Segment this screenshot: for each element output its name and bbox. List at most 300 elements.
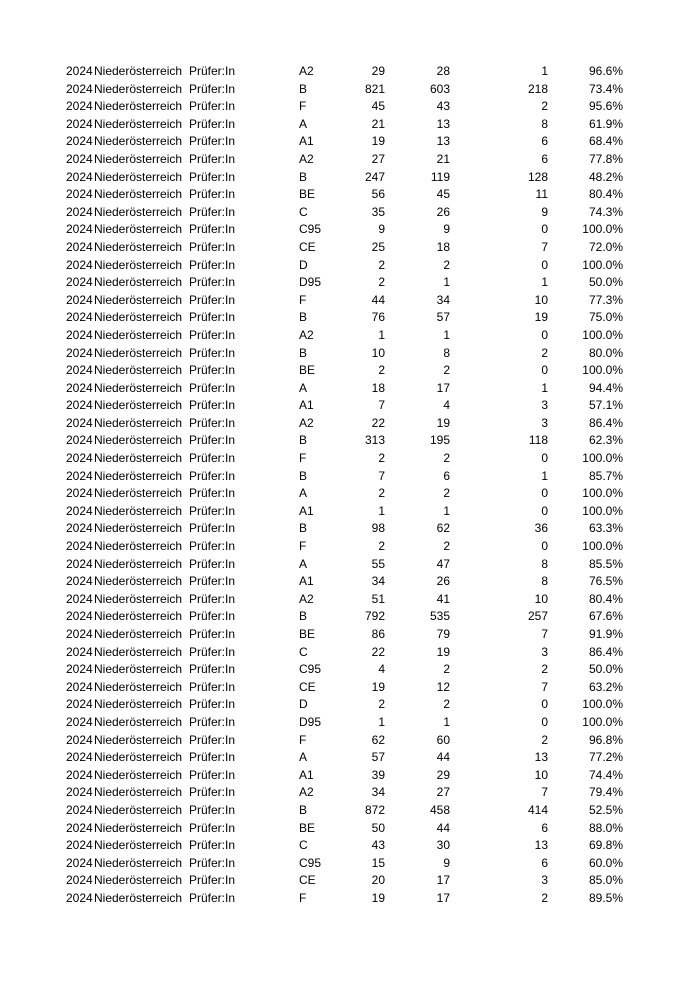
failed-count-cell: 36: [534, 521, 548, 536]
state-cell: Niederösterreich: [94, 257, 183, 272]
total-count-cell: 57: [371, 750, 385, 765]
year-cell: 2024: [66, 380, 93, 395]
failed-count-cell: 128: [527, 169, 548, 184]
pass-rate-cell: 68.4%: [588, 134, 623, 149]
passed-count-cell: 13: [436, 116, 450, 131]
year-cell: 2024: [66, 521, 93, 536]
passed-count-cell: 535: [429, 609, 450, 624]
license-class-cell: D95: [299, 275, 322, 290]
table-row: [0, 432, 700, 450]
table-row: [0, 362, 700, 380]
year-cell: 2024: [66, 468, 93, 483]
failed-count-cell: 6: [541, 134, 548, 149]
passed-count-cell: 2: [443, 363, 450, 378]
total-count-cell: 1: [378, 503, 385, 518]
total-count-cell: 25: [371, 239, 385, 254]
table-row: [0, 292, 700, 310]
passed-count-cell: 21: [436, 151, 450, 166]
total-count-cell: 44: [371, 292, 385, 307]
role-cell: Prüfer:In: [189, 451, 236, 466]
license-class-cell: A1: [299, 503, 314, 518]
state-cell: Niederösterreich: [94, 169, 183, 184]
state-cell: Niederösterreich: [94, 116, 183, 131]
failed-count-cell: 7: [541, 627, 548, 641]
license-class-cell: B: [299, 433, 308, 448]
total-count-cell: 35: [371, 204, 385, 219]
passed-count-cell: 2: [443, 451, 450, 466]
state-cell: Niederösterreich: [94, 134, 183, 149]
total-count-cell: 20: [371, 873, 385, 888]
total-count-cell: 1: [378, 714, 385, 729]
table-row: [0, 890, 700, 908]
pass-rate-cell: 77.3%: [588, 292, 623, 307]
license-class-cell: CE: [299, 239, 316, 254]
table-row: [0, 98, 700, 116]
state-cell: Niederösterreich: [94, 574, 183, 589]
table-row: [0, 556, 700, 574]
year-cell: 2024: [66, 732, 93, 747]
role-cell: Prüfer:In: [189, 275, 236, 290]
passed-count-cell: 18: [436, 239, 450, 254]
license-class-cell: B: [299, 521, 308, 536]
pass-rate-cell: 62.3%: [588, 433, 623, 448]
passed-count-cell: 119: [430, 169, 450, 184]
state-cell: Niederösterreich: [94, 627, 183, 641]
state-cell: Niederösterreich: [94, 802, 183, 817]
license-class-cell: C95: [299, 662, 322, 677]
passed-count-cell: 2: [443, 697, 450, 712]
total-count-cell: 56: [371, 187, 385, 202]
failed-count-cell: 0: [541, 539, 548, 554]
failed-count-cell: 0: [541, 714, 548, 729]
pass-rate-cell: 86.4%: [588, 415, 623, 430]
license-class-cell: F: [299, 732, 307, 747]
state-cell: Niederösterreich: [94, 204, 183, 219]
role-cell: Prüfer:In: [189, 750, 236, 765]
year-cell: 2024: [66, 415, 93, 430]
pass-rate-cell: 76.5%: [588, 574, 623, 589]
failed-count-cell: 2: [541, 662, 548, 677]
passed-count-cell: 17: [436, 380, 450, 395]
state-cell: Niederösterreich: [94, 398, 183, 413]
role-cell: Prüfer:In: [189, 415, 236, 430]
spreadsheet-table: [0, 63, 700, 908]
passed-count-cell: 43: [436, 99, 450, 114]
state-cell: Niederösterreich: [94, 415, 183, 430]
role-cell: Prüfer:In: [189, 556, 236, 571]
license-class-cell: A1: [299, 398, 314, 413]
table-row: [0, 591, 700, 609]
total-count-cell: 792: [364, 609, 385, 624]
year-cell: 2024: [66, 838, 93, 853]
table-row: [0, 327, 700, 345]
state-cell: Niederösterreich: [94, 855, 183, 870]
table-row: [0, 309, 700, 327]
role-cell: Prüfer:In: [189, 644, 236, 659]
table-row: [0, 696, 700, 714]
total-count-cell: 21: [371, 116, 385, 131]
table-row: [0, 239, 700, 257]
role-cell: Prüfer:In: [189, 662, 236, 677]
state-cell: Niederösterreich: [94, 327, 183, 342]
state-cell: Niederösterreich: [94, 838, 183, 853]
passed-count-cell: 29: [436, 767, 450, 782]
year-cell: 2024: [66, 275, 93, 290]
table-row: [0, 608, 700, 626]
state-cell: Niederösterreich: [94, 714, 183, 729]
state-cell: Niederösterreich: [94, 81, 183, 96]
passed-count-cell: 1: [443, 275, 450, 290]
passed-count-cell: 195: [429, 433, 450, 448]
year-cell: 2024: [66, 310, 93, 325]
state-cell: Niederösterreich: [94, 873, 183, 888]
failed-count-cell: 2: [541, 732, 548, 747]
pass-rate-cell: 100.0%: [582, 222, 623, 237]
total-count-cell: 22: [371, 644, 385, 659]
total-count-cell: 34: [371, 785, 385, 800]
year-cell: 2024: [66, 697, 93, 712]
failed-count-cell: 13: [534, 838, 548, 853]
pass-rate-cell: 100.0%: [582, 257, 623, 272]
role-cell: Prüfer:In: [189, 257, 236, 272]
role-cell: Prüfer:In: [189, 398, 236, 413]
failed-count-cell: 1: [541, 275, 548, 290]
total-count-cell: 76: [371, 310, 385, 325]
year-cell: 2024: [66, 767, 93, 782]
pass-rate-cell: 60.0%: [588, 855, 623, 870]
passed-count-cell: 19: [436, 415, 450, 430]
role-cell: Prüfer:In: [189, 679, 236, 694]
table-row: [0, 257, 700, 275]
state-cell: Niederösterreich: [94, 890, 183, 905]
state-cell: Niederösterreich: [94, 239, 183, 254]
pass-rate-cell: 48.2%: [588, 169, 623, 184]
total-count-cell: 7: [378, 398, 385, 413]
pass-rate-cell: 100.0%: [582, 503, 623, 518]
failed-count-cell: 2: [541, 99, 548, 114]
total-count-cell: 313: [364, 433, 385, 448]
total-count-cell: 86: [371, 627, 385, 641]
passed-count-cell: 9: [443, 855, 450, 870]
state-cell: Niederösterreich: [94, 275, 183, 290]
failed-count-cell: 1: [541, 380, 548, 395]
license-class-cell: BE: [299, 363, 316, 378]
total-count-cell: 821: [364, 81, 385, 96]
state-cell: Niederösterreich: [94, 486, 183, 501]
table-row: [0, 186, 700, 204]
license-class-cell: A1: [299, 767, 314, 782]
total-count-cell: 2: [378, 539, 385, 554]
license-class-cell: D95: [299, 714, 322, 729]
state-cell: Niederösterreich: [94, 539, 183, 554]
license-class-cell: F: [299, 292, 307, 307]
license-class-cell: A: [299, 486, 308, 501]
state-cell: Niederösterreich: [94, 697, 183, 712]
total-count-cell: 2: [378, 451, 385, 466]
failed-count-cell: 2: [541, 890, 548, 905]
failed-count-cell: 3: [541, 415, 548, 430]
table-row: [0, 872, 700, 890]
pass-rate-cell: 96.8%: [588, 732, 623, 747]
table-row: [0, 503, 700, 521]
total-count-cell: 22: [371, 415, 385, 430]
year-cell: 2024: [66, 785, 93, 800]
role-cell: Prüfer:In: [189, 820, 236, 835]
passed-count-cell: 79: [436, 627, 450, 641]
state-cell: Niederösterreich: [94, 151, 183, 166]
role-cell: Prüfer:In: [189, 539, 236, 554]
passed-count-cell: 603: [429, 81, 450, 96]
role-cell: Prüfer:In: [189, 187, 236, 202]
table-row: [0, 116, 700, 134]
passed-count-cell: 12: [436, 679, 450, 694]
passed-count-cell: 44: [436, 820, 450, 835]
table-row: [0, 714, 700, 732]
role-cell: Prüfer:In: [189, 222, 236, 237]
state-cell: Niederösterreich: [94, 820, 183, 835]
role-cell: Prüfer:In: [189, 802, 236, 817]
pass-rate-cell: 85.0%: [588, 873, 623, 888]
table-row: [0, 767, 700, 785]
failed-count-cell: 11: [535, 187, 548, 202]
passed-count-cell: 60: [436, 732, 450, 747]
table-row: [0, 855, 700, 873]
table-row: [0, 274, 700, 292]
role-cell: Prüfer:In: [189, 503, 236, 518]
state-cell: Niederösterreich: [94, 292, 183, 307]
total-count-cell: 27: [371, 151, 385, 166]
total-count-cell: 45: [371, 99, 385, 114]
table-row: [0, 784, 700, 802]
pass-rate-cell: 75.0%: [588, 310, 623, 325]
failed-count-cell: 0: [541, 503, 548, 518]
failed-count-cell: 10: [534, 292, 548, 307]
failed-count-cell: 414: [527, 802, 548, 817]
license-class-cell: CE: [299, 873, 316, 888]
total-count-cell: 19: [371, 679, 385, 694]
passed-count-cell: 17: [436, 873, 450, 888]
year-cell: 2024: [66, 81, 93, 96]
year-cell: 2024: [66, 151, 93, 166]
table-row: [0, 169, 700, 187]
license-class-cell: C95: [299, 855, 322, 870]
license-class-cell: BE: [299, 187, 316, 202]
year-cell: 2024: [66, 451, 93, 466]
passed-count-cell: 47: [436, 556, 450, 571]
total-count-cell: 2: [378, 275, 385, 290]
failed-count-cell: 10: [534, 591, 548, 606]
license-class-cell: B: [299, 345, 308, 360]
passed-count-cell: 30: [436, 838, 450, 853]
passed-count-cell: 2: [443, 257, 450, 272]
passed-count-cell: 6: [443, 468, 450, 483]
year-cell: 2024: [66, 239, 93, 254]
passed-count-cell: 2: [443, 486, 450, 501]
pass-rate-cell: 89.5%: [588, 890, 623, 905]
pass-rate-cell: 67.6%: [588, 609, 623, 624]
role-cell: Prüfer:In: [189, 204, 236, 219]
total-count-cell: 15: [371, 855, 385, 870]
total-count-cell: 2: [378, 697, 385, 712]
role-cell: Prüfer:In: [189, 838, 236, 853]
role-cell: Prüfer:In: [189, 873, 236, 888]
pass-rate-cell: 100.0%: [582, 714, 623, 729]
table-row: [0, 802, 700, 820]
failed-count-cell: 13: [534, 750, 548, 765]
year-cell: 2024: [66, 627, 93, 641]
pass-rate-cell: 96.6%: [588, 64, 623, 78]
year-cell: 2024: [66, 363, 93, 378]
year-cell: 2024: [66, 679, 93, 694]
table-row: [0, 626, 700, 644]
license-class-cell: A: [299, 116, 308, 131]
table-row: [0, 485, 700, 503]
state-cell: Niederösterreich: [94, 468, 183, 483]
passed-count-cell: 13: [436, 134, 450, 149]
total-count-cell: 19: [371, 134, 385, 149]
pass-rate-cell: 80.4%: [588, 591, 623, 606]
passed-count-cell: 17: [436, 890, 450, 905]
year-cell: 2024: [66, 873, 93, 888]
year-cell: 2024: [66, 169, 93, 184]
role-cell: Prüfer:In: [189, 714, 236, 729]
pass-rate-cell: 61.9%: [588, 116, 623, 131]
role-cell: Prüfer:In: [189, 468, 236, 483]
role-cell: Prüfer:In: [189, 609, 236, 624]
license-class-cell: F: [299, 451, 307, 466]
role-cell: Prüfer:In: [189, 327, 236, 342]
role-cell: Prüfer:In: [189, 785, 236, 800]
role-cell: Prüfer:In: [189, 151, 236, 166]
table-row: [0, 679, 700, 697]
failed-count-cell: 3: [541, 644, 548, 659]
table-row: [0, 468, 700, 486]
role-cell: Prüfer:In: [189, 521, 236, 536]
failed-count-cell: 8: [541, 556, 548, 571]
role-cell: Prüfer:In: [189, 169, 236, 184]
pass-rate-cell: 100.0%: [582, 539, 623, 554]
license-class-cell: A: [299, 556, 308, 571]
pass-rate-cell: 57.1%: [588, 398, 623, 413]
state-cell: Niederösterreich: [94, 64, 183, 78]
license-class-cell: C: [299, 838, 308, 853]
year-cell: 2024: [66, 890, 93, 905]
state-cell: Niederösterreich: [94, 750, 183, 765]
failed-count-cell: 19: [534, 310, 548, 325]
license-class-cell: BE: [299, 627, 316, 641]
pass-rate-cell: 85.7%: [588, 468, 623, 483]
total-count-cell: 2: [378, 257, 385, 272]
table-row: [0, 151, 700, 169]
license-class-cell: A2: [299, 151, 314, 166]
pass-rate-cell: 94.4%: [588, 380, 623, 395]
passed-count-cell: 1: [443, 503, 450, 518]
year-cell: 2024: [66, 574, 93, 589]
pass-rate-cell: 100.0%: [582, 363, 623, 378]
license-class-cell: B: [299, 169, 308, 184]
state-cell: Niederösterreich: [94, 99, 183, 114]
year-cell: 2024: [66, 327, 93, 342]
passed-count-cell: 26: [436, 204, 450, 219]
failed-count-cell: 7: [541, 679, 548, 694]
total-count-cell: 10: [371, 345, 385, 360]
license-class-cell: CE: [299, 679, 316, 694]
pass-rate-cell: 100.0%: [582, 486, 623, 501]
pass-rate-cell: 100.0%: [582, 327, 623, 342]
role-cell: Prüfer:In: [189, 363, 236, 378]
role-cell: Prüfer:In: [189, 116, 236, 131]
table-row: [0, 221, 700, 239]
role-cell: Prüfer:In: [189, 99, 236, 114]
table-row: [0, 732, 700, 750]
role-cell: Prüfer:In: [189, 574, 236, 589]
state-cell: Niederösterreich: [94, 521, 183, 536]
failed-count-cell: 9: [541, 204, 548, 219]
pass-rate-cell: 88.0%: [588, 820, 623, 835]
passed-count-cell: 2: [443, 539, 450, 554]
year-cell: 2024: [66, 556, 93, 571]
table-row: [0, 450, 700, 468]
state-cell: Niederösterreich: [94, 451, 183, 466]
state-cell: Niederösterreich: [94, 556, 183, 571]
failed-count-cell: 0: [541, 451, 548, 466]
state-cell: Niederösterreich: [94, 433, 183, 448]
passed-count-cell: 1: [443, 327, 450, 342]
failed-count-cell: 1: [541, 468, 548, 483]
total-count-cell: 51: [371, 591, 385, 606]
table-row: [0, 397, 700, 415]
license-class-cell: F: [299, 99, 307, 114]
license-class-cell: B: [299, 310, 308, 325]
license-class-cell: F: [299, 539, 307, 554]
role-cell: Prüfer:In: [189, 310, 236, 325]
total-count-cell: 98: [371, 521, 385, 536]
year-cell: 2024: [66, 187, 93, 202]
license-class-cell: A2: [299, 415, 314, 430]
state-cell: Niederösterreich: [94, 644, 183, 659]
passed-count-cell: 8: [443, 345, 450, 360]
year-cell: 2024: [66, 345, 93, 360]
total-count-cell: 55: [371, 556, 385, 571]
total-count-cell: 2: [378, 486, 385, 501]
failed-count-cell: 0: [541, 327, 548, 342]
pass-rate-cell: 50.0%: [588, 662, 623, 677]
year-cell: 2024: [66, 662, 93, 677]
pass-rate-cell: 95.6%: [588, 99, 623, 114]
year-cell: 2024: [66, 257, 93, 272]
table-row: [0, 538, 700, 556]
state-cell: Niederösterreich: [94, 732, 183, 747]
role-cell: Prüfer:In: [189, 239, 236, 254]
table-row: [0, 661, 700, 679]
role-cell: Prüfer:In: [189, 855, 236, 870]
state-cell: Niederösterreich: [94, 187, 183, 202]
year-cell: 2024: [66, 609, 93, 624]
license-class-cell: BE: [299, 820, 316, 835]
total-count-cell: 50: [371, 820, 385, 835]
passed-count-cell: 34: [436, 292, 450, 307]
state-cell: Niederösterreich: [94, 380, 183, 395]
year-cell: 2024: [66, 433, 93, 448]
failed-count-cell: 0: [541, 222, 548, 237]
state-cell: Niederösterreich: [94, 679, 183, 694]
passed-count-cell: 19: [436, 644, 450, 659]
pass-rate-cell: 79.4%: [588, 785, 623, 800]
failed-count-cell: 0: [541, 363, 548, 378]
license-class-cell: A: [299, 380, 308, 395]
role-cell: Prüfer:In: [189, 591, 236, 606]
pass-rate-cell: 100.0%: [582, 451, 623, 466]
